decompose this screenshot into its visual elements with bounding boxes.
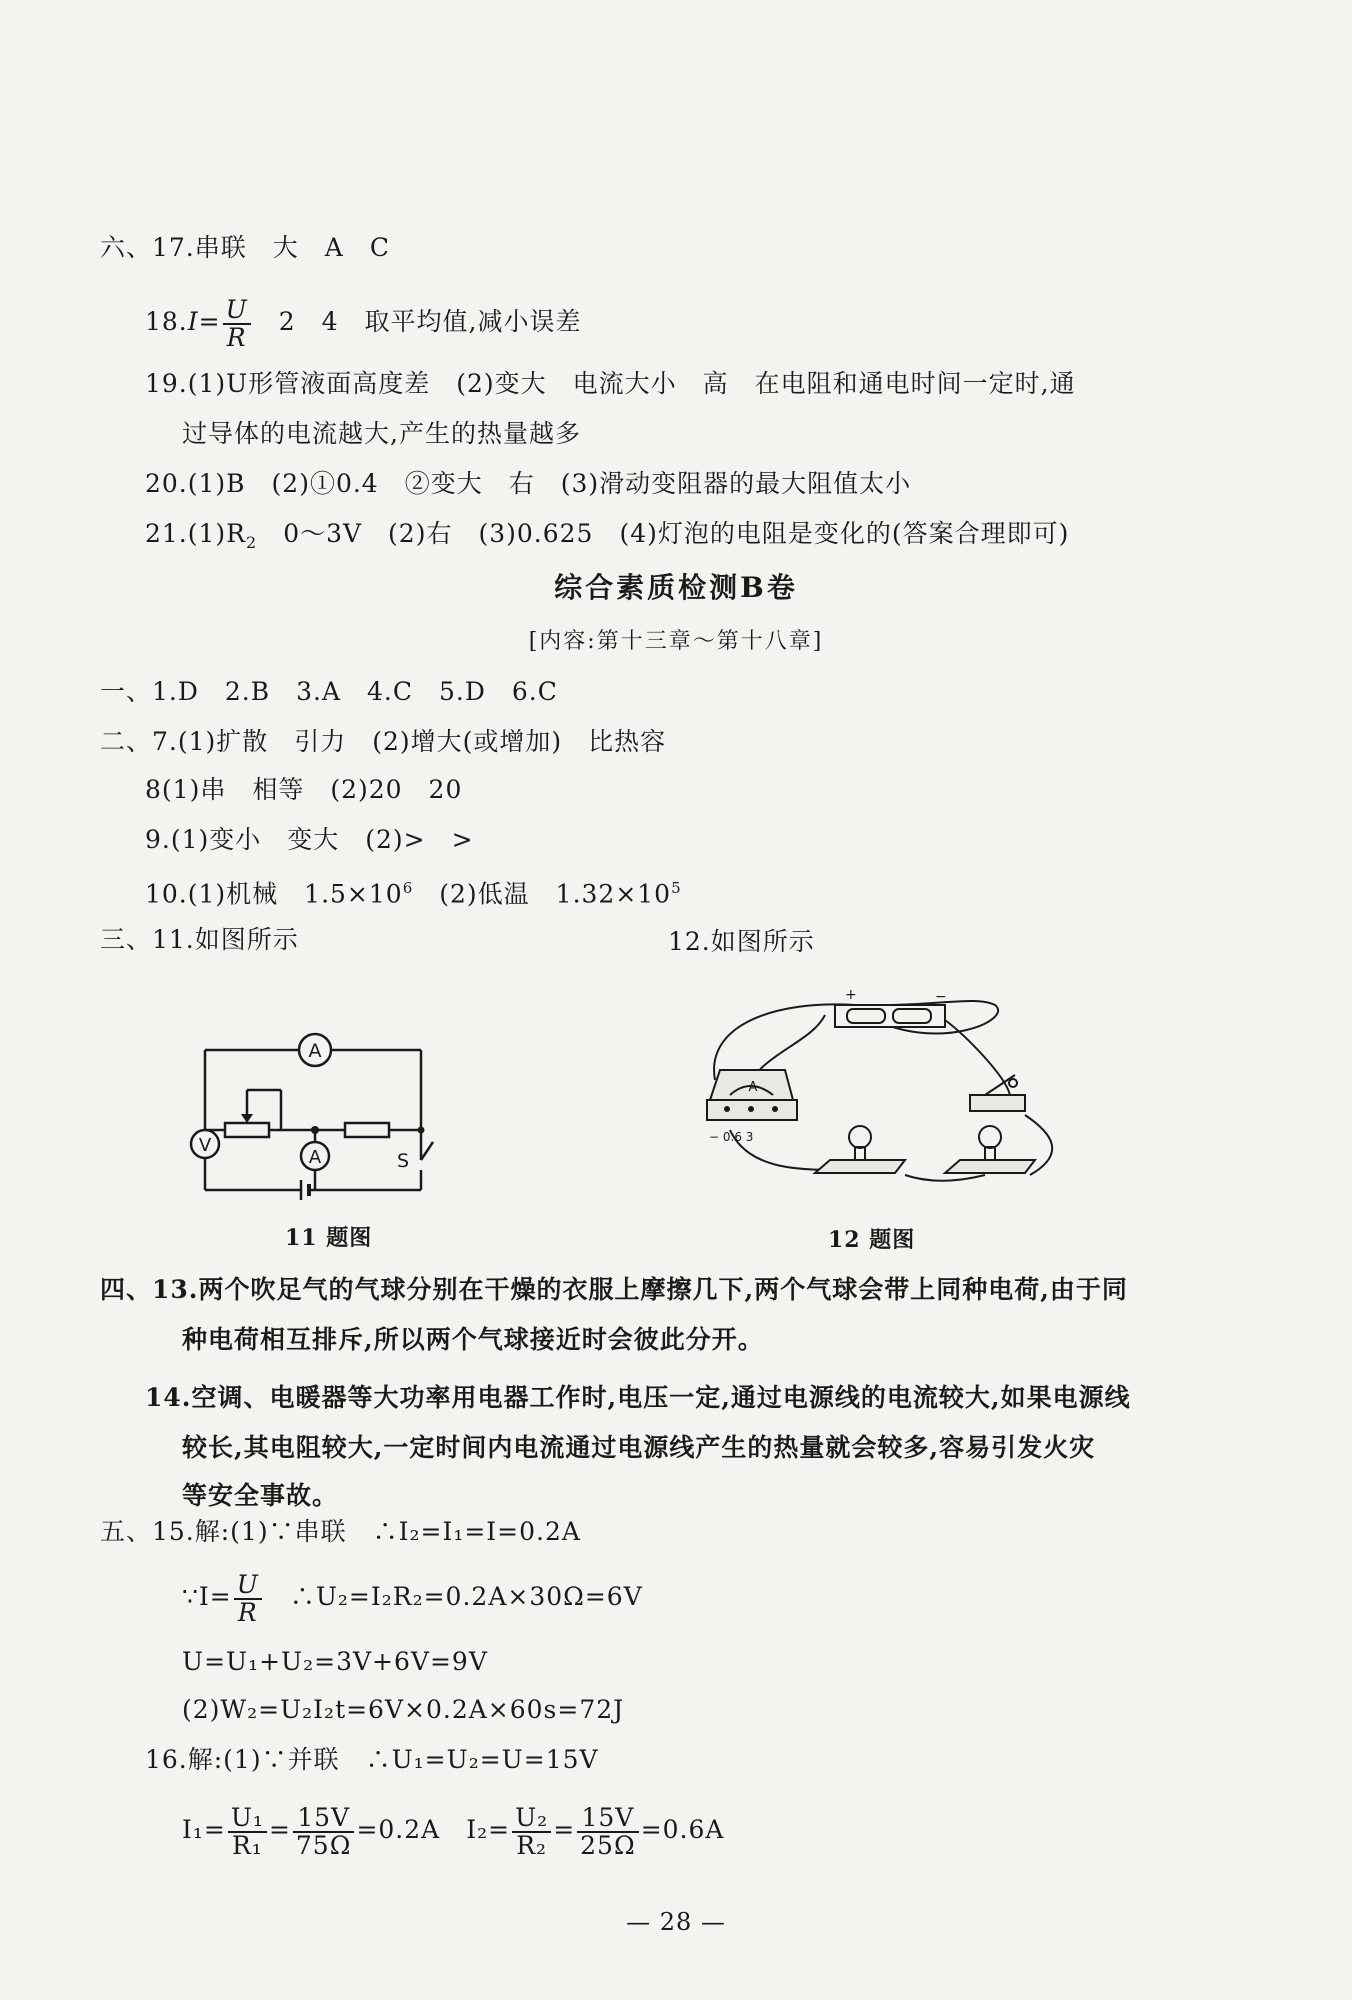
q18-numerator: U <box>223 297 251 325</box>
q16-f1-den: R₁ <box>231 1830 263 1860</box>
answer-q9: 9.(1)变小 变大 (2)> > <box>145 825 474 854</box>
q16-f3-den: R₂ <box>516 1830 548 1860</box>
section-title: 综合素质检测B卷 <box>554 571 798 604</box>
switch-label: S <box>397 1150 410 1172</box>
battery-plus: + <box>845 987 857 1003</box>
q18-var-i: I <box>187 307 199 336</box>
q15-derivation: ∴U₂=I₂R₂=0.2A×30Ω=6V <box>289 1582 643 1611</box>
answer-q16-line2 <box>182 1800 724 1860</box>
q18-equals: = <box>198 307 221 336</box>
q16-fraction-2 <box>293 1802 355 1860</box>
q18-number: 18. <box>145 307 188 336</box>
q10-exp1: 6 <box>402 879 414 897</box>
answer-q14-line3: 等安全事故。 <box>182 1481 339 1510</box>
circuit-diagram-11 <box>185 1030 445 1205</box>
q16-f1-num: U₁ <box>228 1805 267 1833</box>
answer-q15-line3: U=U₁+U₂=3V+6V=9V <box>182 1647 488 1676</box>
ammeter-top-label: A <box>308 1040 322 1062</box>
answer-q13-line1: 四、13.两个吹足气的气球分别在干燥的衣服上摩擦几下,两个气球会带上同种电荷,由于同 <box>100 1275 1128 1304</box>
q18-fraction <box>223 294 251 352</box>
answer-q20: 20.(1)B (2)①0.4 ②变大 右 (3)滑动变阻器的最大阻值太小 <box>145 469 912 498</box>
meter-label: A <box>748 1080 758 1095</box>
answer-q15-line2 <box>182 1567 643 1627</box>
q10-part-b: (2)低温 1.32×10 <box>413 879 672 909</box>
q16-i2: I₂= <box>466 1815 511 1844</box>
answer-q15-line1: 五、15.解:(1)∵串联 ∴I₂=I₁=I=0.2A <box>100 1517 581 1546</box>
answer-q15-line4: (2)W₂=U₂I₂t=6V×0.2A×60s=72J <box>182 1695 625 1724</box>
answer-q17: 六、17.串联 大 A C <box>100 233 390 262</box>
answer-q18 <box>145 292 581 352</box>
answer-q7: 二、7.(1)扩散 引力 (2)增大(或增加) 比热容 <box>100 727 667 756</box>
q15-given: ∵I= <box>182 1582 232 1611</box>
ammeter-bottom-label: A <box>308 1147 322 1168</box>
meter-terminals: − 0.6 3 <box>709 1130 754 1144</box>
answer-q10 <box>145 872 682 910</box>
answer-q21 <box>145 518 1069 559</box>
battery-minus: − <box>935 989 947 1005</box>
answer-part1: 一、1.D 2.B 3.A 4.C 5.D 6.C <box>100 677 558 706</box>
q16-res2: =0.6A <box>640 1815 725 1844</box>
q16-f4-num: 15V <box>577 1805 639 1833</box>
q15-numerator: U <box>234 1572 262 1600</box>
q16-f2-num: 15V <box>293 1805 355 1833</box>
answer-q11: 三、11.如图所示 <box>100 925 299 954</box>
q10-exp2: 5 <box>671 879 682 897</box>
q16-res1: =0.2A <box>356 1815 441 1844</box>
q16-fraction-4 <box>577 1802 639 1860</box>
q16-f3-num: U₂ <box>512 1805 551 1833</box>
circuit-diagram-12 <box>695 985 1075 1210</box>
q16-f2-den: 75Ω <box>295 1830 352 1860</box>
q15-denominator: R <box>237 1597 258 1627</box>
answer-q19-line2: 过导体的电流越大,产生的热量越多 <box>182 419 581 448</box>
q10-part-a: 10.(1)机械 1.5×10 <box>145 879 403 909</box>
section-subtitle: [内容:第十三章～第十八章] <box>528 629 824 654</box>
q18-rest: 2 4 取平均值,减小误差 <box>278 307 582 336</box>
q15-fraction <box>234 1569 262 1627</box>
fig11-caption: 11 题图 <box>285 1225 373 1251</box>
answer-q14-line1: 14.空调、电暖器等大功率用电器工作时,电压一定,通过电源线的电流较大,如果电源线 <box>145 1383 1131 1412</box>
q21-sub: 2 <box>246 533 258 552</box>
q16-i1: I₁= <box>182 1815 226 1844</box>
q16-eq1: = <box>268 1815 291 1844</box>
answer-q13-line2: 种电荷相互排斥,所以两个气球接近时会彼此分开。 <box>182 1325 764 1354</box>
answer-q16-line1: 16.解:(1)∵并联 ∴U₁=U₂=U=15V <box>145 1745 599 1774</box>
fig12-caption: 12 题图 <box>828 1227 916 1253</box>
q16-fraction-1 <box>228 1802 267 1860</box>
q16-f4-den: 25Ω <box>580 1830 636 1860</box>
answer-q19-line1: 19.(1)U形管液面高度差 (2)变大 电流大小 高 在电阻和通电时间一定时,通 <box>145 369 1076 398</box>
answer-q8: 8(1)串 相等 (2)20 20 <box>145 775 463 804</box>
q16-eq2: = <box>553 1815 576 1844</box>
q21-part-a: 21.(1)R <box>145 519 246 548</box>
q18-denominator: R <box>226 322 247 352</box>
voltmeter-label: V <box>198 1135 212 1156</box>
page-number: — 28 — <box>626 1908 726 1936</box>
answer-q14-line2: 较长,其电阻较大,一定时间内电流通过电源线产生的热量就会较多,容易引发火灾 <box>182 1433 1096 1462</box>
answer-q12: 12.如图所示 <box>668 927 815 956</box>
q16-fraction-3 <box>512 1802 551 1860</box>
q21-part-b: 0～3V (2)右 (3)0.625 (4)灯泡的电阻是变化的(答案合理即可) <box>257 519 1070 548</box>
